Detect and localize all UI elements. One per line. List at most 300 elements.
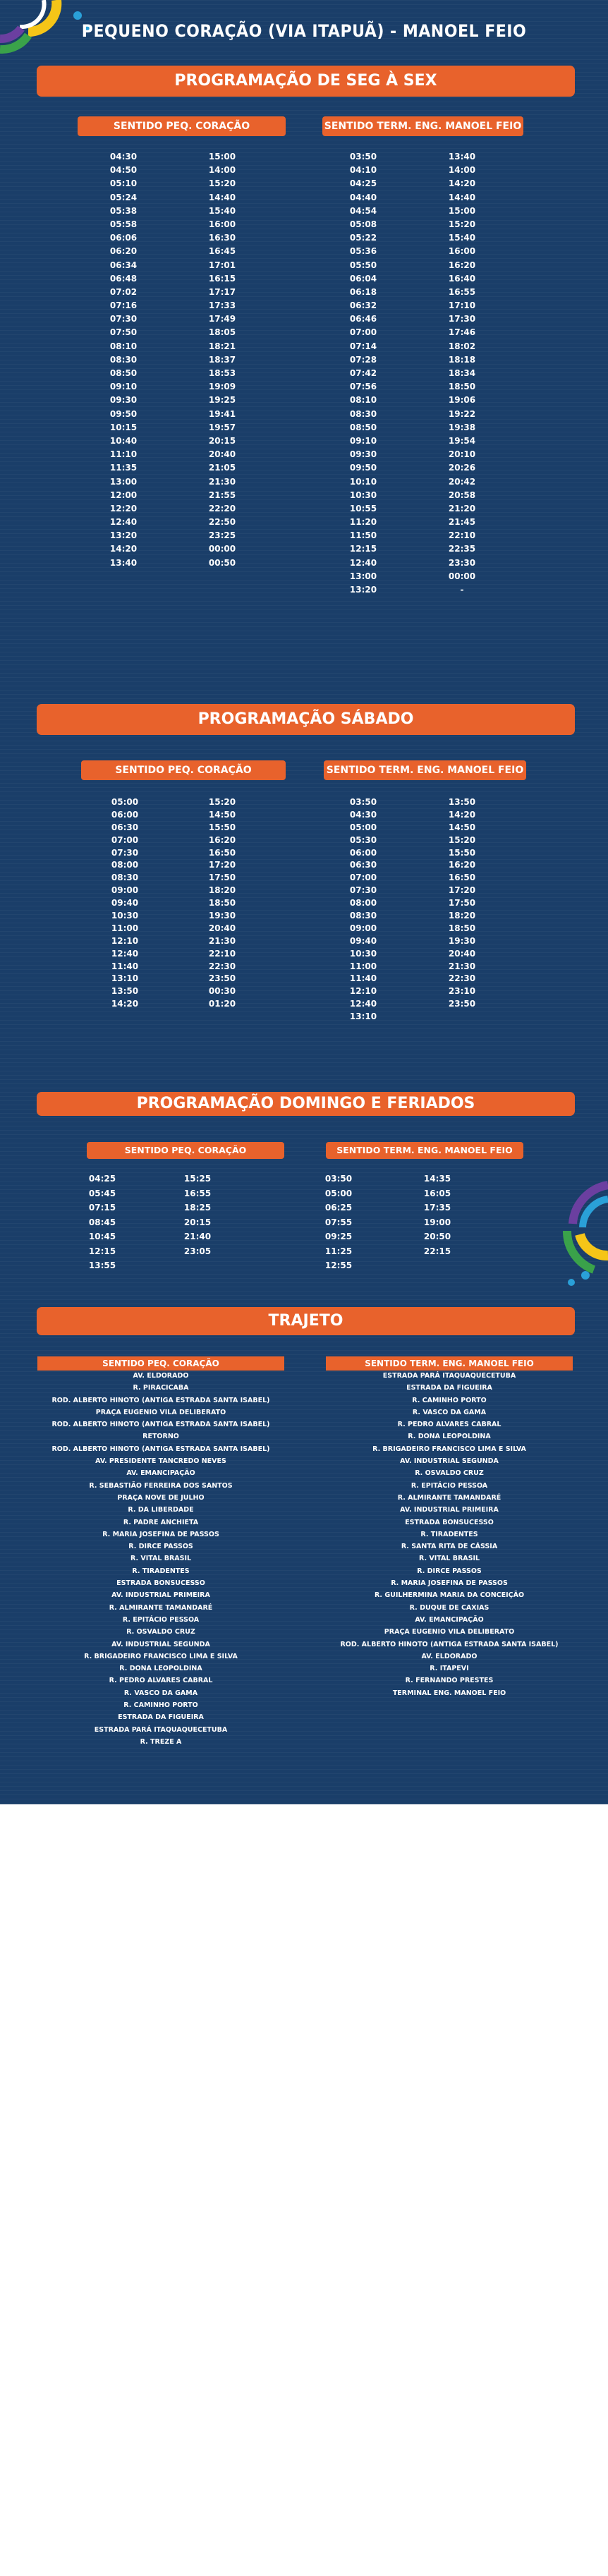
route-right-list xyxy=(326,1370,573,1699)
departure-time: 16:15 xyxy=(208,273,236,284)
departure-time: 10:45 xyxy=(88,1232,116,1241)
departure-time: 14:35 xyxy=(423,1174,451,1184)
route-stop: R. BRIGADEIRO FRANCISCO LIMA E SILVA xyxy=(84,1652,238,1660)
route-stop: ESTRADA PARÁ ITAQUAQUECETUBA xyxy=(94,1725,228,1734)
departure-time: 00:00 xyxy=(208,544,236,554)
departure-time: 16:20 xyxy=(448,260,476,270)
departure-time: 08:30 xyxy=(349,408,377,419)
route-stop: PRAÇA EUGENIO VILA DELIBERATO xyxy=(95,1408,226,1416)
departure-time: 04:10 xyxy=(349,165,377,176)
departure-time: 06:00 xyxy=(349,847,377,858)
departure-time: 12:40 xyxy=(111,948,139,959)
route-stop: ROD. ALBERTO HINOTO (ANTIGA ESTRADA SANTA ISABEL) xyxy=(51,1421,270,1429)
route-stop: R. OSVALDO CRUZ xyxy=(126,1628,195,1636)
departure-time: 04:25 xyxy=(88,1174,116,1184)
departure-time: 12:40 xyxy=(349,557,377,568)
departure-time: 06:30 xyxy=(111,822,139,832)
departure-time: 08:30 xyxy=(109,354,138,365)
route-stop: R. TIRADENTES xyxy=(132,1567,190,1575)
route-stop: R. VITAL BRASIL xyxy=(130,1555,192,1563)
departure-time: 07:15 xyxy=(88,1203,116,1213)
departure-time: 15:00 xyxy=(448,205,476,216)
weekday-right-times-a xyxy=(339,150,388,597)
route-heading: TRAJETO xyxy=(37,1307,575,1335)
departure-time: 04:30 xyxy=(109,152,138,162)
route-stop: ESTRADA DA FIGUEIRA xyxy=(118,1713,204,1722)
departure-time: 08:45 xyxy=(88,1217,116,1227)
departure-time: 23:10 xyxy=(448,986,476,997)
departure-time: 07:30 xyxy=(109,314,138,324)
departure-time: 06:30 xyxy=(349,860,377,870)
departure-time: 13:00 xyxy=(349,571,377,581)
route-stop: R. ALMIRANTE TAMANDARÉ xyxy=(397,1493,501,1502)
departure-time: 05:00 xyxy=(349,822,377,832)
departure-time: 16:20 xyxy=(448,860,476,870)
departure-time: 17:17 xyxy=(208,286,236,297)
departure-time: 18:02 xyxy=(448,341,476,351)
departure-time: 07:02 xyxy=(109,286,138,297)
departure-time: 10:15 xyxy=(109,422,138,432)
departure-time: 09:40 xyxy=(349,935,377,946)
route-stop: R. DIRCE PASSOS xyxy=(128,1543,193,1551)
departure-time: 17:20 xyxy=(448,885,476,896)
departure-time: 16:55 xyxy=(183,1188,212,1198)
departure-time: 05:22 xyxy=(349,233,377,243)
saturday-left-label: SENTIDO PEQ. CORAÇÃO xyxy=(81,760,286,780)
departure-time: 18:20 xyxy=(208,885,236,896)
departure-time: 03:50 xyxy=(324,1174,353,1184)
route-stop: R. DUQUE DE CAXIAS xyxy=(409,1603,490,1612)
departure-time: 12:40 xyxy=(349,999,377,1009)
departure-time: 17:46 xyxy=(448,327,476,338)
departure-time: 19:54 xyxy=(448,435,476,446)
departure-time: 19:38 xyxy=(448,422,476,432)
departure-time: 07:00 xyxy=(349,873,377,883)
departure-time: 18:53 xyxy=(208,368,236,378)
departure-time: 07:30 xyxy=(111,847,139,858)
route-stop: R. MARIA JOSEFINA DE PASSOS xyxy=(102,1530,219,1538)
departure-time: 10:30 xyxy=(349,948,377,959)
departure-time: 05:50 xyxy=(349,260,377,270)
departure-time: 22:30 xyxy=(448,973,476,984)
departure-time: 17:50 xyxy=(448,898,476,909)
route-stop: ROD. ALBERTO HINOTO (ANTIGA ESTRADA SANTA ISABEL) xyxy=(340,1640,559,1648)
departure-time: 17:33 xyxy=(208,300,236,311)
route-left-list xyxy=(37,1370,284,1748)
departure-time: 15:50 xyxy=(448,847,476,858)
departure-time: 06:48 xyxy=(109,273,138,284)
departure-time: 10:30 xyxy=(349,490,377,500)
departure-time: 05:08 xyxy=(349,219,377,229)
weekday-left-times-b xyxy=(197,150,247,570)
departure-time: 16:30 xyxy=(208,233,236,243)
departure-time: 06:06 xyxy=(109,233,138,243)
departure-time: 08:30 xyxy=(349,911,377,921)
departure-time: 14:20 xyxy=(448,178,476,189)
departure-time: 22:15 xyxy=(423,1246,451,1256)
sunday-right-label: SENTIDO TERM. ENG. MANOEL FEIO xyxy=(326,1142,523,1159)
route-stop: RETORNO xyxy=(142,1433,179,1441)
departure-time: 18:37 xyxy=(208,354,236,365)
sunday-right-times-b xyxy=(413,1172,462,1258)
route-stop: R. EPITÁCIO PESSOA xyxy=(411,1481,488,1490)
departure-time: 16:40 xyxy=(448,273,476,284)
sunday-right-times-a xyxy=(314,1172,363,1273)
route-stop: ROD. ALBERTO HINOTO (ANTIGA ESTRADA SANTA ISABEL) xyxy=(51,1396,270,1404)
weekday-right-label: SENTIDO TERM. ENG. MANOEL FEIO xyxy=(322,116,523,136)
route-stop: AV. INDUSTRIAL PRIMEIRA xyxy=(111,1591,210,1600)
route-stop: R. PEDRO ALVARES CABRAL xyxy=(109,1677,213,1685)
route-stop: R. ALMIRANTE TAMANDARÉ xyxy=(109,1603,213,1612)
route-left-label: SENTIDO PEQ. CORAÇÃO xyxy=(37,1356,284,1371)
route-stop: R. PADRE ANCHIETA xyxy=(123,1518,199,1526)
departure-time: 20:40 xyxy=(448,948,476,959)
departure-time: 07:30 xyxy=(349,885,377,896)
departure-time: 09:25 xyxy=(324,1232,353,1241)
departure-time: 14:50 xyxy=(448,822,476,832)
departure-time: 10:40 xyxy=(109,435,138,446)
departure-time: 09:50 xyxy=(109,408,138,419)
departure-time: 11:25 xyxy=(324,1246,353,1256)
departure-time: 08:00 xyxy=(349,898,377,909)
departure-time: 13:40 xyxy=(448,152,476,162)
departure-time: 17:10 xyxy=(448,300,476,311)
departure-time: 06:32 xyxy=(349,300,377,311)
route-stop: PRAÇA NOVE DE JULHO xyxy=(117,1493,205,1502)
route-stop: R. PEDRO ALVARES CABRAL xyxy=(397,1421,501,1429)
departure-time: 06:20 xyxy=(109,246,138,257)
departure-time: 19:09 xyxy=(208,382,236,392)
departure-time: 16:20 xyxy=(208,834,236,845)
departure-time: 23:30 xyxy=(448,557,476,568)
weekday-right-times-b xyxy=(437,150,487,597)
departure-time: 20:15 xyxy=(208,435,236,446)
departure-time: 04:54 xyxy=(349,205,377,216)
departure-time: 15:20 xyxy=(208,797,236,807)
departure-time: 18:34 xyxy=(448,368,476,378)
departure-time: 09:30 xyxy=(109,395,138,406)
departure-time: 19:22 xyxy=(448,408,476,419)
departure-time: 14:50 xyxy=(208,809,236,820)
departure-time: 06:18 xyxy=(349,286,377,297)
departure-time: 18:05 xyxy=(208,327,236,338)
departure-time: 07:42 xyxy=(349,368,377,378)
departure-time: 05:10 xyxy=(109,178,138,189)
departure-time: 16:45 xyxy=(208,246,236,257)
sunday-left-times-a xyxy=(78,1172,127,1273)
departure-time: 20:50 xyxy=(423,1232,451,1241)
saturday-left-times-a xyxy=(100,796,150,1011)
departure-time: 15:40 xyxy=(448,233,476,243)
departure-time: 11:35 xyxy=(109,463,138,473)
departure-time: 10:55 xyxy=(349,503,377,514)
departure-time: 23:05 xyxy=(183,1246,212,1256)
route-stop: R. DIRCE PASSOS xyxy=(417,1567,482,1575)
departure-time: 13:00 xyxy=(109,476,138,487)
departure-time: 04:30 xyxy=(349,809,377,820)
route-stop: R. PIRACICABA xyxy=(133,1384,189,1392)
route-stop: AV. ELDORADO xyxy=(133,1372,189,1380)
departure-time: 05:24 xyxy=(109,192,138,202)
weekday-left-times-a xyxy=(99,150,148,570)
departure-time: 15:20 xyxy=(208,178,236,189)
departure-time: 11:40 xyxy=(111,961,139,971)
departure-time: 09:50 xyxy=(349,463,377,473)
route-stop: R. DONA LEOPOLDINA xyxy=(408,1433,491,1441)
departure-time: 22:20 xyxy=(208,503,236,514)
route-stop: R. VASCO DA GAMA xyxy=(123,1689,198,1697)
departure-time: 09:00 xyxy=(111,885,139,896)
saturday-right-label: SENTIDO TERM. ENG. MANOEL FEIO xyxy=(324,760,526,780)
departure-time: 18:50 xyxy=(208,898,236,909)
departure-time: 09:10 xyxy=(109,382,138,392)
sunday-heading: PROGRAMAÇÃO DOMINGO E FERIADOS xyxy=(37,1092,575,1116)
route-stop: AV. INDUSTRIAL SEGUNDA xyxy=(400,1457,499,1466)
route-stop: R. FERNANDO PRESTES xyxy=(405,1677,494,1685)
departure-time: 22:10 xyxy=(208,948,236,959)
saturday-right-times-b xyxy=(437,796,487,1011)
departure-time: 04:25 xyxy=(349,178,377,189)
departure-time: 08:30 xyxy=(111,873,139,883)
departure-time: 16:55 xyxy=(448,286,476,297)
departure-time: 07:50 xyxy=(109,327,138,338)
departure-time: 13:20 xyxy=(349,585,377,595)
departure-time: 21:40 xyxy=(183,1232,212,1241)
departure-time: 18:20 xyxy=(448,911,476,921)
logo-decoration-right-icon xyxy=(552,1171,608,1291)
route-stop: AV. EMANCIPAÇÃO xyxy=(415,1615,484,1624)
weekday-heading: PROGRAMAÇÃO DE SEG À SEX xyxy=(37,66,575,97)
departure-time: 21:30 xyxy=(208,476,236,487)
weekday-left-label: SENTIDO PEQ. CORAÇÃO xyxy=(78,116,286,136)
departure-time: 13:40 xyxy=(109,557,138,568)
saturday-heading: PROGRAMAÇÃO SÁBADO xyxy=(37,704,575,735)
departure-time: 09:30 xyxy=(349,449,377,460)
departure-time: 18:21 xyxy=(208,341,236,351)
departure-time: 16:50 xyxy=(448,873,476,883)
departure-time: 06:04 xyxy=(349,273,377,284)
route-stop: R. DA LIBERDADE xyxy=(128,1506,194,1514)
sunday-left-label: SENTIDO PEQ. CORAÇÃO xyxy=(87,1142,284,1159)
departure-time: 11:50 xyxy=(349,530,377,541)
departure-time: 00:30 xyxy=(208,986,236,997)
departure-time: 06:34 xyxy=(109,260,138,270)
route-stop: R. CAMINHO PORTO xyxy=(412,1396,487,1404)
departure-time: 06:25 xyxy=(324,1203,353,1213)
departure-time: 18:50 xyxy=(448,923,476,933)
departure-time: 16:00 xyxy=(208,219,236,229)
departure-time: 17:20 xyxy=(208,860,236,870)
departure-time: 21:55 xyxy=(208,490,236,500)
departure-time: 21:20 xyxy=(448,503,476,514)
departure-time: 13:10 xyxy=(349,1011,377,1022)
departure-time: 20:15 xyxy=(183,1217,212,1227)
route-stop: R. BRIGADEIRO FRANCISCO LIMA E SILVA xyxy=(372,1445,526,1453)
departure-time: 13:10 xyxy=(111,973,139,984)
departure-time: 15:50 xyxy=(208,822,236,832)
departure-time: 21:05 xyxy=(208,463,236,473)
sunday-left-times-b xyxy=(173,1172,222,1258)
departure-time: 20:58 xyxy=(448,490,476,500)
departure-time: 12:20 xyxy=(109,503,138,514)
departure-time: 21:30 xyxy=(208,935,236,946)
departure-time: 01:20 xyxy=(208,999,236,1009)
departure-time: 13:20 xyxy=(109,530,138,541)
departure-time: 17:35 xyxy=(423,1203,451,1213)
route-stop: R. TIRADENTES xyxy=(420,1530,478,1538)
route-stop: AV. INDUSTRIAL SEGUNDA xyxy=(111,1640,210,1648)
route-stop: ESTRADA BONSUCESSO xyxy=(405,1518,494,1526)
departure-time: 08:10 xyxy=(349,395,377,406)
departure-time: 23:50 xyxy=(448,999,476,1009)
saturday-left-times-b xyxy=(197,796,247,1011)
departure-time: 05:00 xyxy=(111,797,139,807)
route-stop: R. VITAL BRASIL xyxy=(418,1555,480,1563)
departure-time: 08:50 xyxy=(349,422,377,432)
departure-time: 23:25 xyxy=(208,530,236,541)
departure-time: 22:10 xyxy=(448,530,476,541)
departure-time: 19:00 xyxy=(423,1217,451,1227)
route-stop: R. EPITÁCIO PESSOA xyxy=(122,1615,200,1624)
departure-time: 14:40 xyxy=(448,192,476,202)
departure-time: 03:50 xyxy=(349,797,377,807)
departure-time: 07:28 xyxy=(349,354,377,365)
departure-time: 18:25 xyxy=(183,1203,212,1213)
departure-time: 07:16 xyxy=(109,300,138,311)
departure-time: 11:20 xyxy=(349,517,377,528)
departure-time: 19:25 xyxy=(208,395,236,406)
departure-time: 17:30 xyxy=(448,314,476,324)
saturday-right-times-a xyxy=(339,796,388,1023)
route-stop: ESTRADA PARÁ ITAQUAQUECETUBA xyxy=(382,1372,516,1380)
departure-time: 11:10 xyxy=(109,449,138,460)
departure-time: 21:45 xyxy=(448,517,476,528)
departure-time: 10:10 xyxy=(349,476,377,487)
departure-time: 09:40 xyxy=(111,898,139,909)
departure-time: 10:30 xyxy=(111,911,139,921)
departure-time: 13:55 xyxy=(88,1260,116,1270)
departure-time: 07:14 xyxy=(349,341,377,351)
departure-time: 17:50 xyxy=(208,873,236,883)
departure-time: 13:50 xyxy=(448,797,476,807)
route-stop: R. GUILHERMINA MARIA DA CONCEIÇÃO xyxy=(374,1591,525,1600)
departure-time: 11:40 xyxy=(349,973,377,984)
departure-time: 05:30 xyxy=(349,834,377,845)
departure-time: 20:40 xyxy=(208,923,236,933)
route-stop: R. ITAPEVI xyxy=(430,1665,469,1673)
departure-time: 15:40 xyxy=(208,205,236,216)
departure-time: 08:50 xyxy=(109,368,138,378)
departure-time: 20:10 xyxy=(448,449,476,460)
departure-time: 14:20 xyxy=(111,999,139,1009)
departure-time: 12:10 xyxy=(111,935,139,946)
departure-time: 12:15 xyxy=(349,544,377,554)
departure-time: 05:45 xyxy=(88,1188,116,1198)
departure-time: 12:00 xyxy=(109,490,138,500)
departure-time: 12:55 xyxy=(324,1260,353,1270)
departure-time: 19:30 xyxy=(448,935,476,946)
departure-time: 14:20 xyxy=(448,809,476,820)
departure-time: 15:00 xyxy=(208,152,236,162)
departure-time: 15:20 xyxy=(448,834,476,845)
departure-time: 12:10 xyxy=(349,986,377,997)
departure-time: 20:26 xyxy=(448,463,476,473)
departure-time: 23:50 xyxy=(208,973,236,984)
departure-time: 05:00 xyxy=(324,1188,353,1198)
route-stop: AV. EMANCIPAÇÃO xyxy=(126,1469,195,1478)
departure-time: 07:00 xyxy=(111,834,139,845)
route-stop: R. VASCO DA GAMA xyxy=(412,1408,487,1416)
departure-time: 18:18 xyxy=(448,354,476,365)
page-title: PEQUENO CORAÇÃO (VIA ITAPUÃ) - MANOEL FEIO xyxy=(81,21,527,41)
departure-time: 15:25 xyxy=(183,1174,212,1184)
departure-time: 22:30 xyxy=(208,961,236,971)
departure-time: 09:10 xyxy=(349,435,377,446)
departure-time: 05:38 xyxy=(109,205,138,216)
route-stop: ESTRADA DA FIGUEIRA xyxy=(406,1384,492,1392)
route-stop: R. SEBASTIÃO FERREIRA DOS SANTOS xyxy=(89,1481,233,1490)
departure-time: 07:55 xyxy=(324,1217,353,1227)
departure-time: 19:06 xyxy=(448,395,476,406)
departure-time: 16:50 xyxy=(208,847,236,858)
departure-time: 14:40 xyxy=(208,192,236,202)
departure-time: 20:40 xyxy=(208,449,236,460)
route-stop: AV. ELDORADO xyxy=(421,1652,478,1660)
departure-time: 19:41 xyxy=(208,408,236,419)
departure-time: 08:00 xyxy=(111,860,139,870)
route-stop: R. OSVALDO CRUZ xyxy=(415,1469,484,1478)
route-stop: AV. PRESIDENTE TANCREDO NEVES xyxy=(95,1457,226,1466)
departure-time: 00:00 xyxy=(448,571,476,581)
departure-time: 20:42 xyxy=(448,476,476,487)
departure-time: 04:40 xyxy=(349,192,377,202)
departure-time: 15:20 xyxy=(448,219,476,229)
departure-time: - xyxy=(460,585,464,595)
departure-time: 18:50 xyxy=(448,382,476,392)
route-stop: TERMINAL ENG. MANOEL FEIO xyxy=(392,1689,506,1697)
departure-time: 04:50 xyxy=(109,165,138,176)
departure-time: 05:58 xyxy=(109,219,138,229)
departure-time: 03:50 xyxy=(349,152,377,162)
departure-time: 06:46 xyxy=(349,314,377,324)
departure-time: 17:49 xyxy=(208,314,236,324)
departure-time: 14:00 xyxy=(448,165,476,176)
route-stop: ROD. ALBERTO HINOTO (ANTIGA ESTRADA SANTA ISABEL) xyxy=(51,1445,270,1453)
departure-time: 21:30 xyxy=(448,961,476,971)
departure-time: 22:35 xyxy=(448,544,476,554)
departure-time: 13:50 xyxy=(111,986,139,997)
route-stop: R. TREZE A xyxy=(140,1737,182,1746)
departure-time: 09:00 xyxy=(349,923,377,933)
route-stop: PRAÇA EUGENIO VILA DELIBERATO xyxy=(384,1628,515,1636)
departure-time: 12:40 xyxy=(109,517,138,528)
departure-time: 19:57 xyxy=(208,422,236,432)
departure-time: 07:00 xyxy=(349,327,377,338)
route-right-label: SENTIDO TERM. ENG. MANOEL FEIO xyxy=(326,1356,573,1371)
departure-time: 17:01 xyxy=(208,260,236,270)
route-stop: R. MARIA JOSEFINA DE PASSOS xyxy=(391,1579,508,1588)
departure-time: 14:00 xyxy=(208,165,236,176)
departure-time: 22:50 xyxy=(208,517,236,528)
departure-time: 16:00 xyxy=(448,246,476,257)
departure-time: 16:05 xyxy=(423,1188,451,1198)
departure-time: 12:15 xyxy=(88,1246,116,1256)
departure-time: 07:56 xyxy=(349,382,377,392)
departure-time: 14:20 xyxy=(109,544,138,554)
route-stop: R. SANTA RITA DE CÁSSIA xyxy=(401,1543,498,1551)
route-stop: ESTRADA BONSUCESSO xyxy=(116,1579,205,1588)
route-stop: AV. INDUSTRIAL PRIMEIRA xyxy=(400,1506,499,1514)
